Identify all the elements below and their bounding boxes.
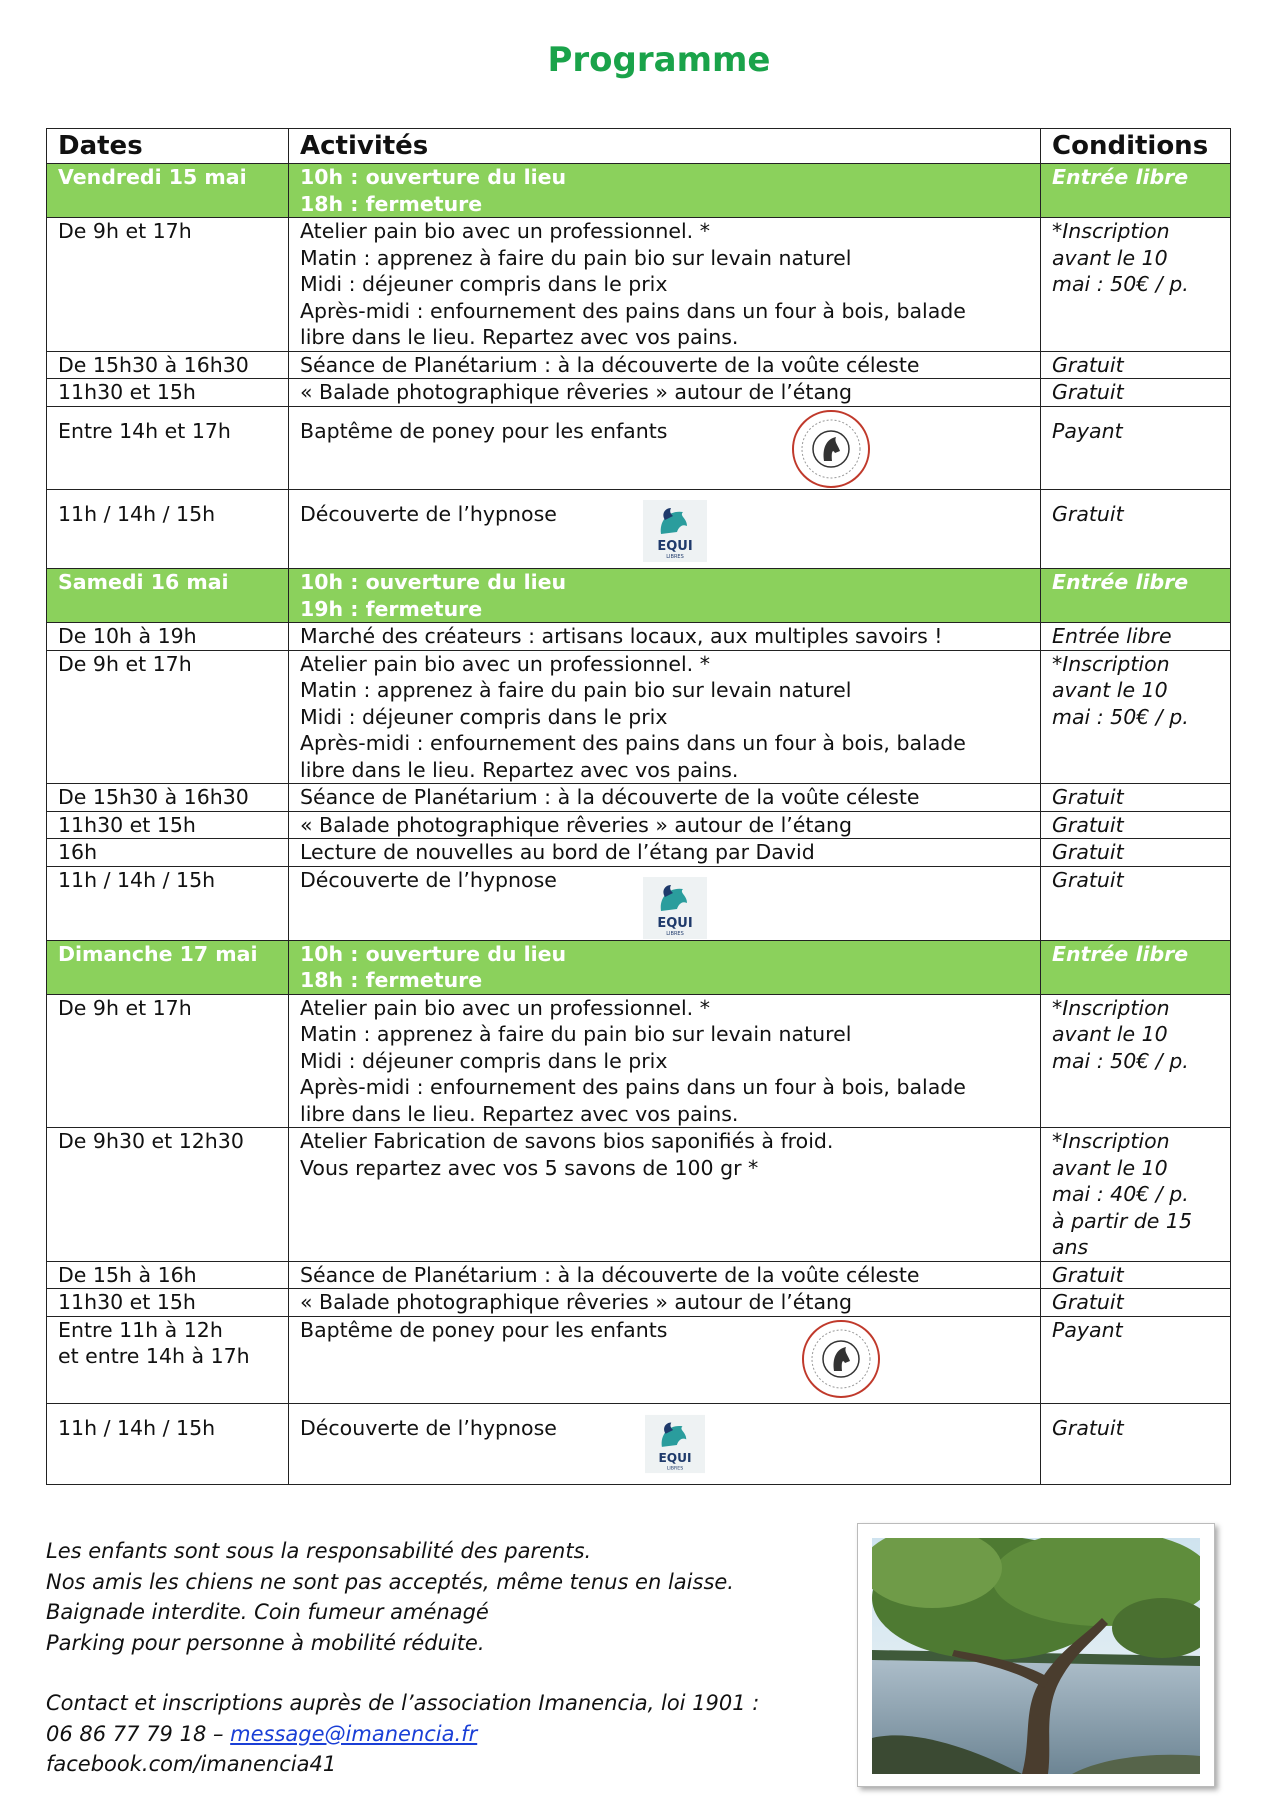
activity-line: Atelier pain bio avec un professionnel. * — [300, 219, 710, 243]
activity-text: Découverte de l’hypnose — [300, 867, 557, 892]
row-condition: Gratuit — [1041, 490, 1231, 569]
day-condition: Entrée libre — [1041, 940, 1231, 994]
row-condition: Gratuit — [1041, 811, 1231, 839]
note-swimming: Baignade interdite. Coin fumeur aménagé — [46, 1600, 489, 1624]
row-activity — [289, 1316, 1041, 1403]
equi-logo-text: EQUI — [657, 539, 693, 554]
day-close: 18h : fermeture — [300, 191, 483, 216]
condition-line: *Inscription — [1052, 651, 1170, 676]
table-row — [47, 379, 1231, 407]
row-activity: « Balade photographique rêveries » autour de l’étang — [289, 1289, 1041, 1317]
day-open: 10h : ouverture du lieu — [300, 941, 567, 966]
condition-line: *Inscription — [1052, 995, 1170, 1020]
table-row — [47, 650, 1231, 784]
equi-logo-subtext: LIBRES — [666, 554, 684, 560]
table-row — [47, 1128, 1231, 1262]
row-condition: Gratuit — [1041, 1403, 1231, 1484]
phone-number: 06 86 77 79 18 – — [46, 1721, 231, 1746]
day-condition: Entrée libre — [1041, 569, 1231, 623]
day-hours — [289, 164, 1041, 218]
row-time: 11h30 et 15h — [47, 1289, 289, 1317]
row-time: 11h30 et 15h — [47, 811, 289, 839]
row-activity — [289, 1128, 1041, 1262]
row-condition — [1041, 994, 1231, 1128]
row-time: De 15h30 à 16h30 — [47, 784, 289, 812]
table-row — [47, 1316, 1231, 1403]
row-activity: Séance de Planétarium : à la découverte de la voûte céleste — [289, 1261, 1041, 1289]
table-row — [47, 1261, 1231, 1289]
day-hours — [289, 940, 1041, 994]
day-date: Samedi 16 mai — [47, 569, 289, 623]
row-activity — [289, 866, 1041, 940]
row-activity: Séance de Planétarium : à la découverte de la voûte céleste — [289, 351, 1041, 379]
row-activity — [289, 1403, 1041, 1484]
day-date: Vendredi 15 mai — [47, 164, 289, 218]
table-row — [47, 994, 1231, 1128]
row-activity — [289, 218, 1041, 352]
day-hours — [289, 569, 1041, 623]
row-time: 11h / 14h / 15h — [47, 1403, 289, 1484]
row-condition: Payant — [1041, 1316, 1231, 1403]
row-condition — [1041, 218, 1231, 352]
table-row — [47, 866, 1231, 940]
equi-logo-subtext: LIBRES — [666, 1465, 684, 1471]
day-date: Dimanche 17 mai — [47, 940, 289, 994]
row-activity: Lecture de nouvelles au bord de l’étang par David — [289, 839, 1041, 867]
table-row — [47, 407, 1231, 490]
condition-line: mai : 50€ / p. — [1052, 272, 1189, 296]
activity-line: Midi : déjeuner compris dans le prix — [300, 272, 668, 296]
note-children: Les enfants sont sous la responsabilité des parents. — [46, 1539, 592, 1563]
activity-line: libre dans le lieu. Repartez avec vos pains. — [300, 757, 739, 782]
time-line: et entre 14h à 17h — [58, 1344, 250, 1368]
row-condition: Entrée libre — [1041, 623, 1231, 651]
condition-line: *Inscription — [1052, 219, 1170, 243]
equi-logo-text: EQUI — [657, 915, 693, 931]
row-time: 11h30 et 15h — [47, 379, 289, 407]
table-row — [47, 490, 1231, 569]
activity-line: Atelier pain bio avec un professionnel. * — [300, 651, 710, 676]
table-row — [47, 351, 1231, 379]
contact-line: Contact et inscriptions auprès de l’association Imanencia, loi 1901 : — [46, 1691, 760, 1715]
row-condition: Gratuit — [1041, 839, 1231, 867]
activity-line: Matin : apprenez à faire du pain bio sur levain naturel — [300, 1022, 852, 1046]
row-condition: Gratuit — [1041, 784, 1231, 812]
activity-line: Après-midi : enfournement des pains dans un four à bois, balade — [300, 731, 966, 755]
equi-logo-subtext: LIBRES — [666, 930, 684, 937]
table-row — [47, 218, 1231, 352]
condition-line: avant le 10 — [1052, 678, 1168, 702]
row-time: De 9h et 17h — [47, 650, 289, 784]
condition-line: *Inscription — [1052, 1129, 1170, 1153]
activity-line: Atelier pain bio avec un professionnel. * — [300, 995, 710, 1020]
equi-libres-logo-icon — [643, 500, 707, 562]
equi-libres-logo-icon — [645, 1414, 705, 1474]
table-row — [47, 1403, 1231, 1484]
table-header-row — [47, 129, 1231, 164]
table-row — [47, 623, 1231, 651]
row-time: De 15h à 16h — [47, 1261, 289, 1289]
row-activity: « Balade photographique rêveries » autour de l’étang — [289, 811, 1041, 839]
activity-line: libre dans le lieu. Repartez avec vos pains. — [300, 1101, 739, 1126]
activity-line: Après-midi : enfournement des pains dans un four à bois, balade — [300, 298, 966, 323]
row-activity — [289, 650, 1041, 784]
email-link[interactable]: message@imanencia.fr — [230, 1721, 478, 1746]
day-row-vendredi — [47, 164, 1231, 218]
activity-line: Matin : apprenez à faire du pain bio sur levain naturel — [300, 245, 852, 270]
row-time: De 10h à 19h — [47, 623, 289, 651]
facebook-link: facebook.com/imanencia41 — [46, 1752, 337, 1776]
row-activity: Marché des créateurs : artisans locaux, aux multiples savoirs ! — [289, 623, 1041, 651]
table-row — [47, 1289, 1231, 1317]
row-condition — [1041, 1128, 1231, 1262]
day-close: 18h : fermeture — [300, 968, 483, 992]
condition-line: ans — [1052, 1235, 1089, 1259]
equi-logo-text: EQUI — [658, 1450, 692, 1465]
day-open: 10h : ouverture du lieu — [300, 570, 567, 594]
activity-line: libre dans le lieu. Repartez avec vos pains. — [300, 325, 739, 349]
row-time: De 15h30 à 16h30 — [47, 351, 289, 379]
poney-club-logo-icon — [798, 1319, 884, 1399]
condition-line: avant le 10 — [1052, 1155, 1168, 1180]
footer-notes — [46, 1536, 846, 1780]
poney-club-logo-icon — [788, 409, 874, 489]
condition-line: avant le 10 — [1052, 1022, 1168, 1046]
activity-text: Découverte de l’hypnose — [300, 502, 557, 526]
day-condition: Entrée libre — [1041, 164, 1231, 218]
activity-line: Atelier Fabrication de savons bios saponifiés à froid. — [300, 1129, 834, 1153]
day-open: 10h : ouverture du lieu — [300, 165, 567, 189]
row-time: Entre 14h et 17h — [47, 407, 289, 490]
row-time: 16h — [47, 839, 289, 867]
activity-text: Baptême de poney pour les enfants — [300, 1317, 668, 1342]
activity-line: Matin : apprenez à faire du pain bio sur levain naturel — [300, 678, 852, 702]
activity-line: Midi : déjeuner compris dans le prix — [300, 1048, 668, 1073]
row-time: De 9h et 17h — [47, 218, 289, 352]
condition-line: mai : 50€ / p. — [1052, 704, 1189, 729]
row-condition — [1041, 650, 1231, 784]
row-condition: Gratuit — [1041, 1289, 1231, 1317]
row-condition: Gratuit — [1041, 1261, 1231, 1289]
table-row — [47, 784, 1231, 812]
lake-tree-photo-image — [872, 1538, 1200, 1774]
equi-libres-logo-icon — [643, 877, 707, 939]
activity-text: Baptême de poney pour les enfants — [300, 419, 668, 443]
note-parking: Parking pour personne à mobilité réduite. — [46, 1630, 485, 1655]
day-row-dimanche — [47, 940, 1231, 994]
note-dogs: Nos amis les chiens ne sont pas acceptés, même tenus en laisse. — [46, 1569, 734, 1594]
row-condition: Gratuit — [1041, 379, 1231, 407]
row-activity — [289, 490, 1041, 569]
row-time: De 9h et 17h — [47, 994, 289, 1128]
contact-phone-email — [46, 1719, 846, 1750]
condition-line: à partir de 15 — [1052, 1208, 1192, 1233]
activity-line: Vous repartez avec vos 5 savons de 100 gr * — [300, 1155, 759, 1180]
day-close: 19h : fermeture — [300, 596, 483, 621]
page-title: Programme — [547, 40, 771, 80]
activity-line: Après-midi : enfournement des pains dans un four à bois, balade — [300, 1075, 966, 1099]
row-condition: Gratuit — [1041, 351, 1231, 379]
row-activity: « Balade photographique rêveries » autour de l’étang — [289, 379, 1041, 407]
condition-line: mai : 40€ / p. — [1052, 1182, 1189, 1206]
activity-text: Découverte de l’hypnose — [300, 1415, 557, 1440]
condition-line: mai : 50€ / p. — [1052, 1048, 1189, 1073]
row-time: De 9h30 et 12h30 — [47, 1128, 289, 1262]
header-activites: Activités — [289, 129, 1041, 164]
header-conditions: Conditions — [1041, 129, 1231, 164]
table-row — [47, 811, 1231, 839]
activity-line: Midi : déjeuner compris dans le prix — [300, 704, 668, 729]
header-dates: Dates — [47, 129, 289, 164]
programme-table-wrapper — [46, 128, 1230, 1485]
row-time — [47, 1316, 289, 1403]
row-time: 11h / 14h / 15h — [47, 866, 289, 940]
row-condition: Payant — [1041, 407, 1231, 490]
condition-line: avant le 10 — [1052, 245, 1168, 270]
time-line: Entre 11h à 12h — [58, 1317, 223, 1342]
table-row — [47, 839, 1231, 867]
row-activity — [289, 407, 1041, 490]
row-activity: Séance de Planétarium : à la découverte de la voûte céleste — [289, 784, 1041, 812]
row-condition: Gratuit — [1041, 866, 1231, 940]
programme-table — [46, 128, 1231, 1485]
row-time: 11h / 14h / 15h — [47, 490, 289, 569]
day-row-samedi — [47, 569, 1231, 623]
lake-tree-photo — [857, 1523, 1215, 1787]
row-activity — [289, 994, 1041, 1128]
